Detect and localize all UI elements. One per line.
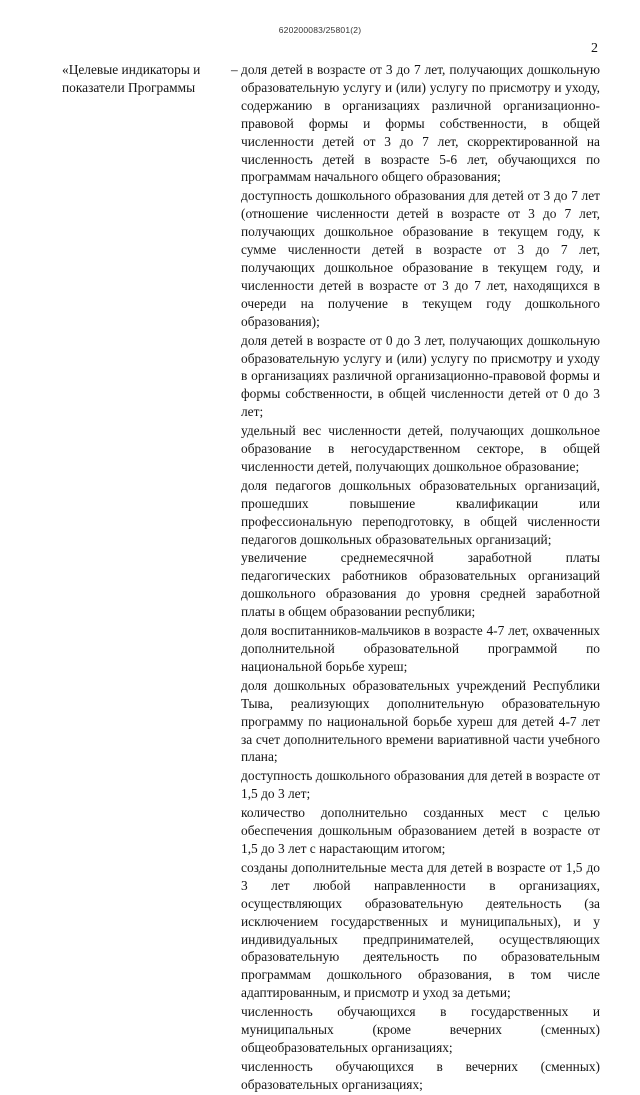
indicator-list (241, 61, 600, 1095)
indicator-paragraph: созданы дополнительные места для детей в возрасте от 1,5 до 3 лет любой направленности в организациях, осуществляющих образовательную деятельность (за исключением государственных и муниципальных), и у индивидуальных предпринимателей, осуществляющих образовательную деятельность по образовательным программам дошкольного образования, в том числе адаптированным, и присмотр и уход за детьми; (241, 859, 600, 1001)
indicator-paragraph: доступность дошкольного образования для детей от 3 до 7 лет (отношение численности детей в возрасте от 3 до 7 лет, получающих дошкольное образование в текущем году, к сумме численности детей в возрасте от 3 до 7 лет, получающих дошкольное образование в текущем году, и численности детей в возрасте от 3 до 7 лет, находящихся в очереди на получение в текущем году дошкольного образования); (241, 188, 600, 329)
indicator-paragraph: увеличение среднемесячной заработной платы педагогических работников образовательных организаций дошкольного образования до уровня средней заработной платы в общем образовании республики; (241, 550, 600, 620)
indicator-paragraph: численность обучающихся в вечерних (сменных) образовательных организациях; (241, 1058, 600, 1092)
indicator-paragraph: доля педагогов дошкольных образовательных организаций, прошедших повышение квалификации или профессиональную переподготовку, в общей численности педагогов дошкольных образовательных организаций; (241, 477, 600, 547)
indicator-paragraph: доля воспитанников-мальчиков в возрасте 4-7 лет, охваченных дополнительной образовательной программой по национальной борьбе хуреш; (241, 623, 600, 674)
indicator-paragraph: количество дополнительно созданных мест с целью обеспечения дошкольным образованием детей в возрасте от 1,5 до 3 лет с нарастающим итогом; (241, 805, 600, 856)
indicator-paragraph: доля дошкольных образовательных учреждений Республики Тыва, реализующих дополнительную образовательную программу по национальной борьбе хуреш для детей 4-7 лет за счет дополнительного времени вариативной части учебного плана; (241, 677, 600, 765)
page-number: 2 (591, 41, 598, 56)
document-code: 620200083/25801(2) (278, 25, 362, 35)
indicator-paragraph: доля детей в возрасте от 0 до 3 лет, получающих дошкольную образовательную услугу и (или) услугу по присмотру и уходу в организациях различной организационно-правовой формы и формы собственности, в общей численности детей от 0 до 3 лет; (241, 332, 600, 420)
indicator-paragraph: доступность дошкольного образования для детей в возрасте от 1,5 до 3 лет; (241, 768, 600, 802)
indicator-paragraph: численность обучающихся в государственных и муниципальных (кроме вечерних (сменных) общеобразовательных организациях; (241, 1004, 600, 1055)
indicator-paragraph: удельный вес численности детей, получающих дошкольное образование в негосударственном секторе, в общей численности детей, получающих дошкольное образование; (241, 423, 600, 474)
indicator-paragraph: доля детей в возрасте от 3 до 7 лет, получающих дошкольную образовательную услугу и (или) услугу по присмотру и уходу, содержанию в организациях различной организационно-правовой формы и формы собственности, в общей численности детей от 3 до 7 лет, скорректированной на численность детей в возрасте 5-6 лет, обучающихся по программам начального общего образования; (241, 62, 600, 185)
section-label: «Целевые индикаторы и показатели Программы (62, 62, 201, 95)
label-dash: – (231, 62, 238, 77)
